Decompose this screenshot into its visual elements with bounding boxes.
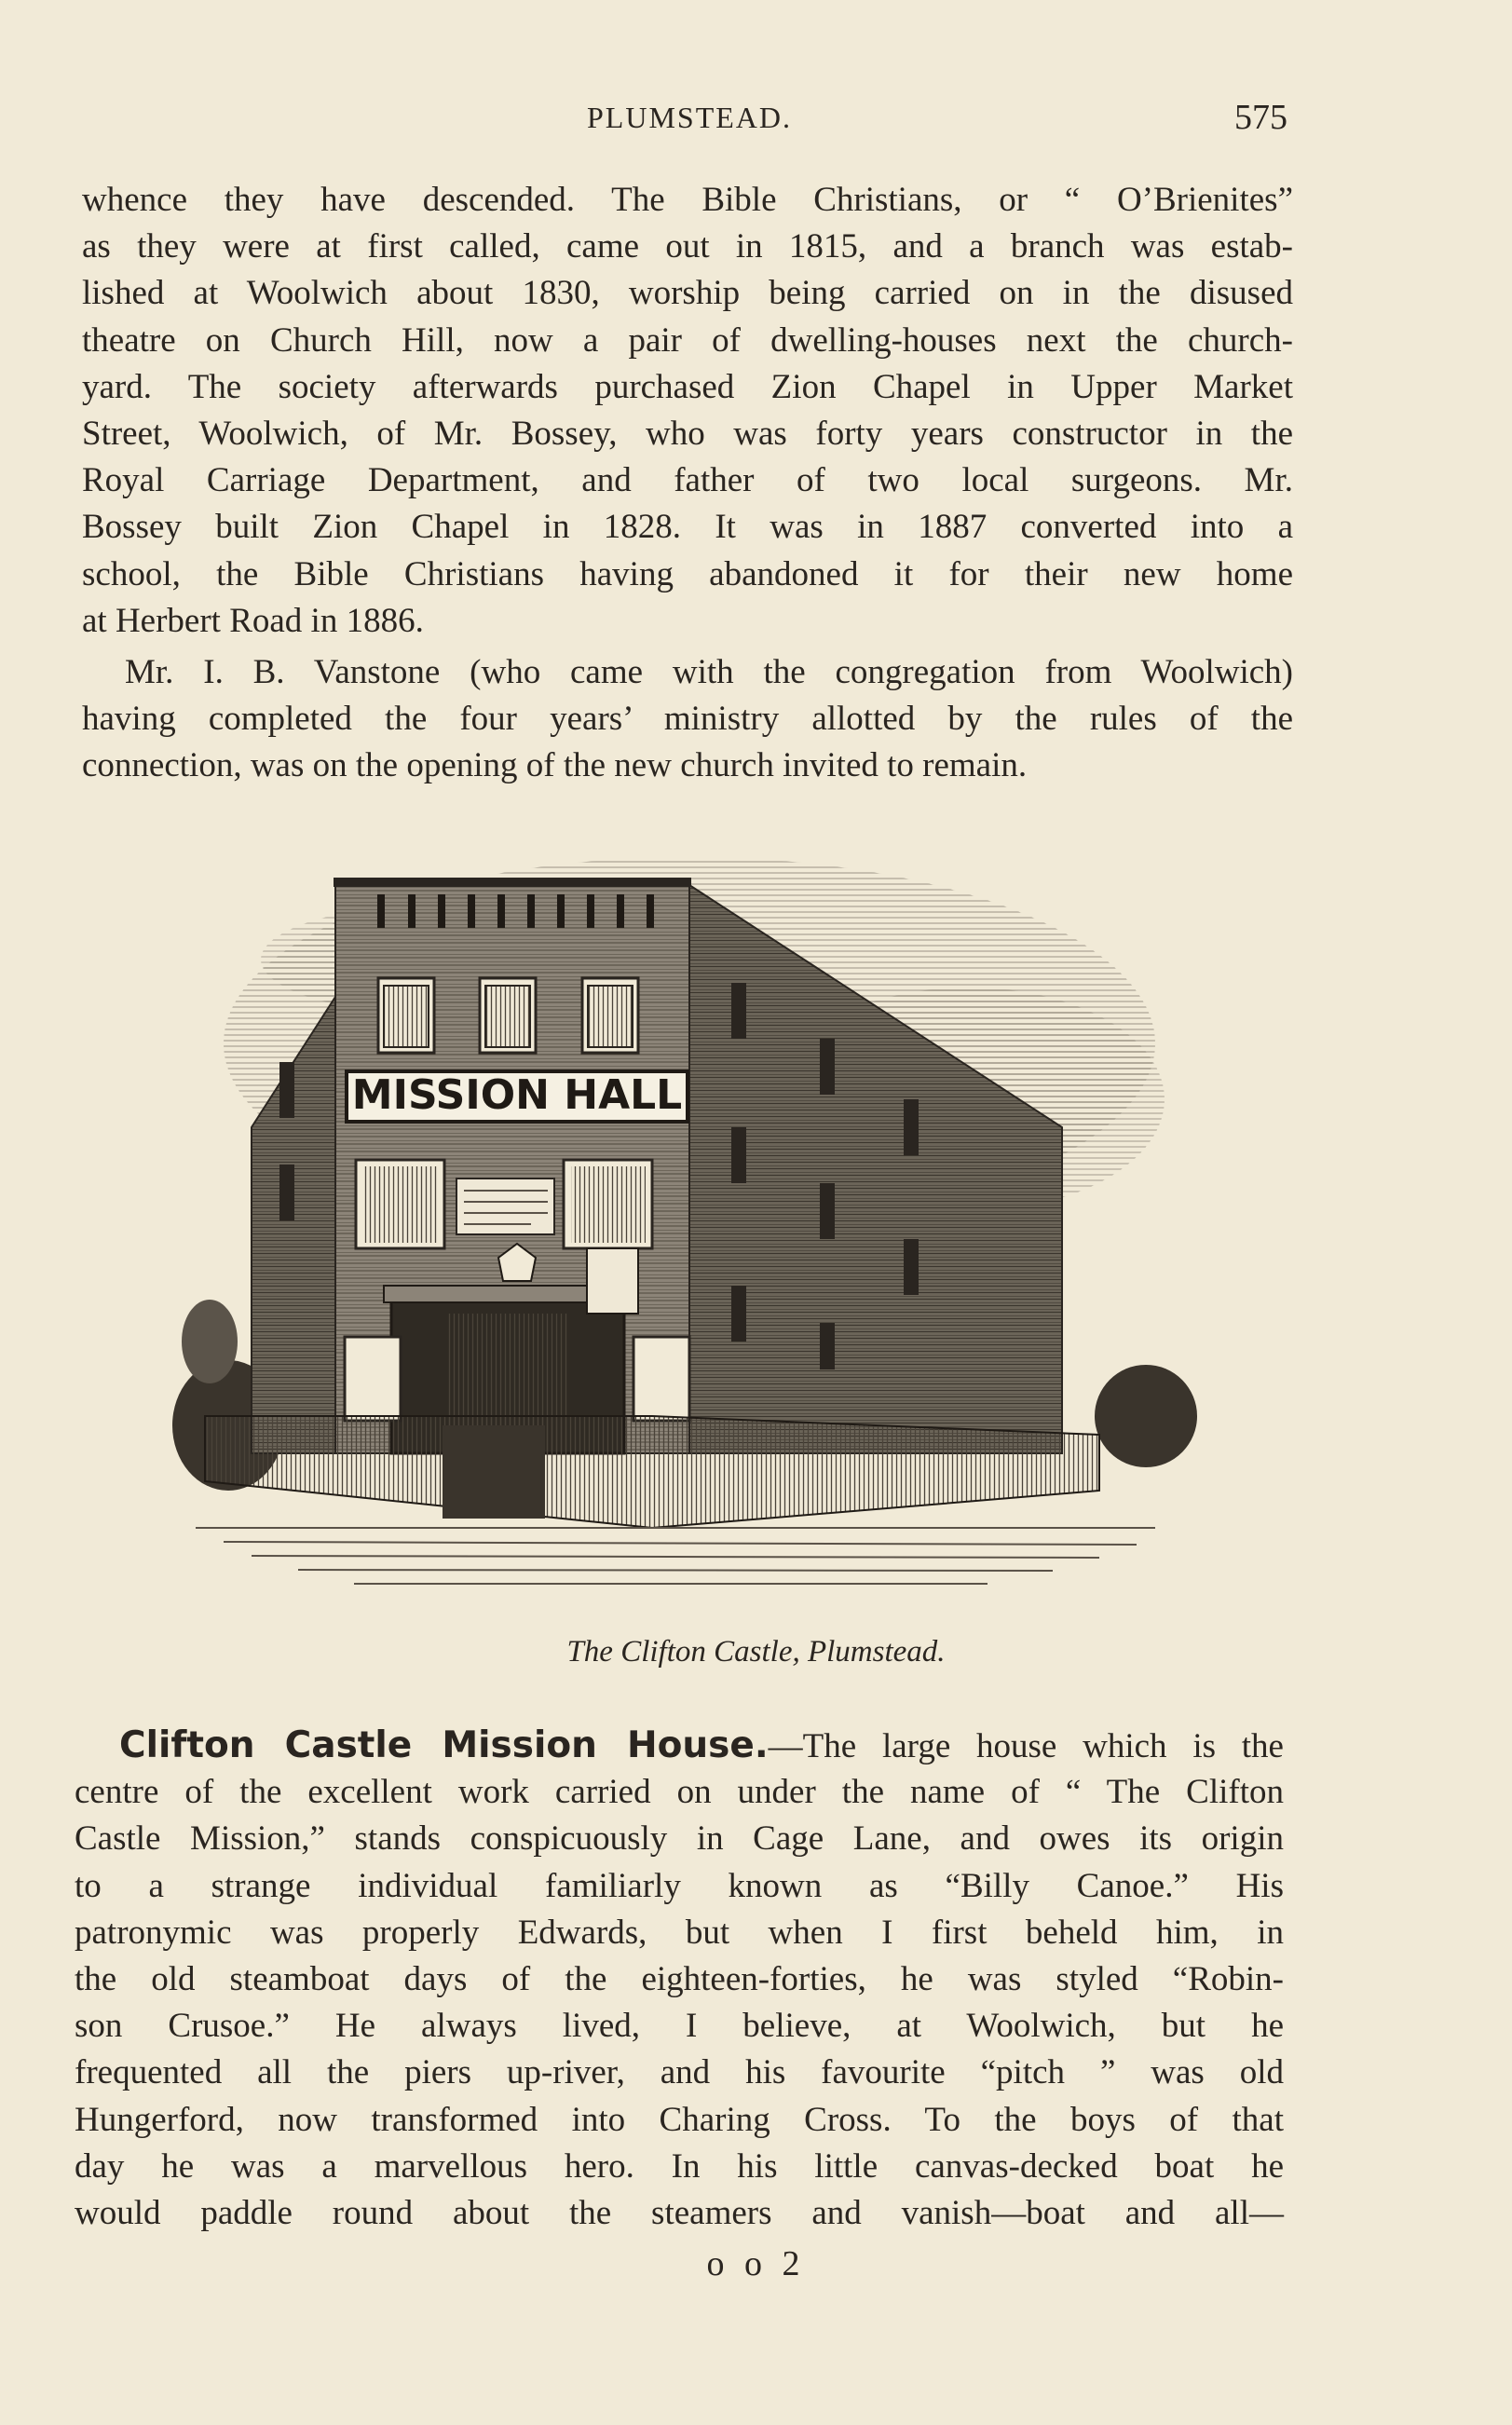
text-line: lished at Woolwich about 1830, worship being carried on in the disused	[82, 274, 1293, 313]
text-line: Street, Woolwich, of Mr. Bossey, who was forty years constructor in the	[82, 414, 1293, 453]
text-line: at Herbert Road in 1886.	[82, 601, 424, 640]
text-line: would paddle round about the steamers and vanish—boat and all—	[75, 2193, 1284, 2232]
text-line: as they were at first called, came out in 1815, and a branch was estab-	[82, 227, 1293, 266]
text-line: to a strange individual familiarly known as “Billy Canoe.” His	[75, 1866, 1284, 1905]
text-line: school, the Bible Christians having abandoned it for their new home	[82, 554, 1293, 593]
running-head	[0, 98, 1512, 147]
text-line: Mr. I. B. Vanstone (who came with the congregation from Woolwich)	[125, 653, 1293, 691]
text-line: connection, was on the opening of the new church invited to remain.	[82, 746, 1028, 785]
text-line: son Crusoe.” He always lived, I believe, at Woolwich, but he	[75, 2007, 1284, 2046]
text-line: whence they have descended. The Bible Christians, or “ O’Brienites”	[82, 181, 1293, 219]
text-line	[75, 1723, 1284, 1769]
fence	[205, 1416, 1099, 1528]
text-line: Hungerford, now transformed into Charing Cross. To the boys of that	[75, 2100, 1284, 2139]
text-line: centre of the excellent work carried on under the name of “ The Clifton	[75, 1773, 1284, 1812]
text-line: frequented all the piers up-river, and his favourite “pitch ” was old	[75, 2053, 1284, 2092]
paragraph-bible-christians	[82, 177, 1293, 645]
text-line: theatre on Church Hill, now a pair of dwelling-houses next the church-	[82, 320, 1293, 360]
tree-right	[1095, 1365, 1197, 1467]
paragraph-vanstone	[82, 649, 1293, 790]
paragraph-clifton-castle	[75, 1723, 1284, 2237]
text-line: the old steamboat days of the eighteen-forties, he was styled “Robin-	[75, 1959, 1284, 1998]
text-line: patronymic was properly Edwards, but when I first beheld him, in	[75, 1913, 1284, 1952]
sign-text: MISSION HALL	[351, 1071, 683, 1119]
text-line: yard. The society afterwards purchased Zion Chapel in Upper Market	[82, 367, 1293, 406]
notice-board	[456, 1178, 554, 1234]
text-line: Bossey built Zion Chapel in 1828. It was in 1887 converted into a	[82, 508, 1293, 547]
figure-caption: The Clifton Castle, Plumstead.	[566, 1635, 946, 1669]
running-head-title: PLUMSTEAD.	[587, 101, 793, 134]
signature-mark: o o 2	[706, 2244, 806, 2283]
text-line: Castle Mission,” stands conspicuously in Cage Lane, and owes its origin	[75, 1819, 1284, 1859]
section-heading: Clifton Castle Mission House.	[119, 1724, 769, 1766]
road-hatching	[196, 1528, 1155, 1584]
page-number: 575	[1234, 98, 1287, 137]
text-line: having completed the four years’ ministry allotted by the rules of the	[82, 700, 1293, 739]
text-line: day he was a marvellous hero. In his little canvas-decked boat he	[75, 2146, 1284, 2186]
engraving-clifton-castle	[168, 820, 1211, 1621]
text-fragment: —The large house which is the	[768, 1727, 1284, 1765]
text-line: Royal Carriage Department, and father of two local surgeons. Mr.	[82, 461, 1293, 500]
